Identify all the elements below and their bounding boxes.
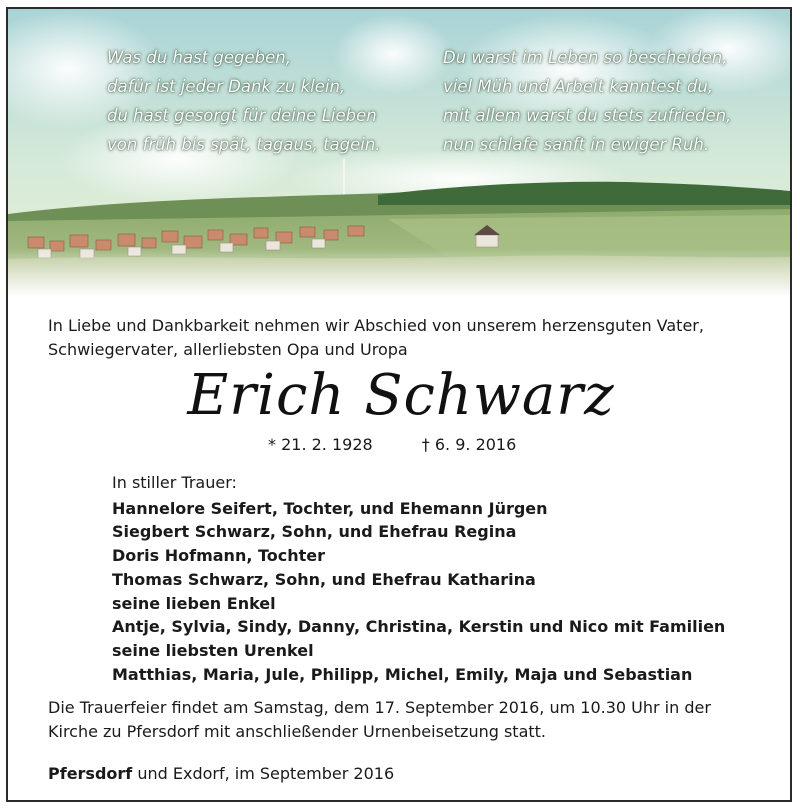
life-dates [268, 435, 516, 454]
obituary-frame [6, 7, 792, 802]
verse-right-line: Du warst im Leben so bescheiden, [443, 48, 728, 67]
verse-left-line: Was du hast gegeben, [107, 48, 291, 67]
mourner-line: seine liebsten Urenkel [112, 640, 314, 660]
service-info [48, 696, 711, 744]
place-name: Pfersdorf [48, 764, 133, 783]
verse-right-line: viel Müh und Arbeit kanntest du, [443, 77, 714, 96]
mourner-line: Doris Hofmann, Tochter [112, 546, 326, 566]
verse-left-line: du hast gesorgt für deine Lieben [107, 106, 377, 125]
verse-right [443, 43, 731, 159]
place-date [48, 762, 394, 786]
service-line: Die Trauerfeier findet am Samstag, dem 17. September 2016, um 10.30 Uhr in der [48, 698, 711, 717]
mourner-line: seine lieben Enkel [112, 593, 276, 613]
deceased-name: Erich Schwarz [187, 363, 615, 428]
verse-left [107, 43, 381, 159]
mourner-line: Hannelore Seifert, Tochter, und Ehemann Jürgen [112, 498, 548, 518]
verse-left-line: dafür ist jeder Dank zu klein, [107, 77, 346, 96]
verse-right-line: nun schlafe sanft in ewiger Ruh. [443, 135, 710, 154]
mourner-line: Matthias, Maria, Jule, Philipp, Michel, Emily, Maja und Sebastian [112, 664, 693, 684]
mourners-list [112, 471, 725, 686]
birth-date: * 21. 2. 1928 [268, 435, 373, 454]
intro-text [48, 314, 704, 362]
mourner-line: Antje, Sylvia, Sindy, Danny, Christina, Kerstin und Nico mit Familien [112, 617, 726, 637]
death-date: † 6. 9. 2016 [421, 435, 517, 454]
verse-right-line: mit allem warst du stets zufrieden, [443, 106, 732, 125]
mourners-heading: In stiller Trauer: [112, 473, 237, 492]
intro-line: Schwiegervater, allerliebsten Opa und Uropa [48, 340, 408, 359]
mourner-line: Thomas Schwarz, Sohn, und Ehefrau Katharina [112, 569, 536, 589]
place-rest: und Exdorf, im September 2016 [132, 764, 395, 783]
mourner-line: Siegbert Schwarz, Sohn, und Ehefrau Regina [112, 522, 517, 542]
verse-left-line: von früh bis spät, tagaus, tagein. [107, 135, 381, 154]
intro-line: In Liebe und Dankbarkeit nehmen wir Abschied von unserem herzensguten Vater, [48, 316, 704, 335]
service-line: Kirche zu Pfersdorf mit anschließender Urnenbeisetzung statt. [48, 722, 547, 741]
